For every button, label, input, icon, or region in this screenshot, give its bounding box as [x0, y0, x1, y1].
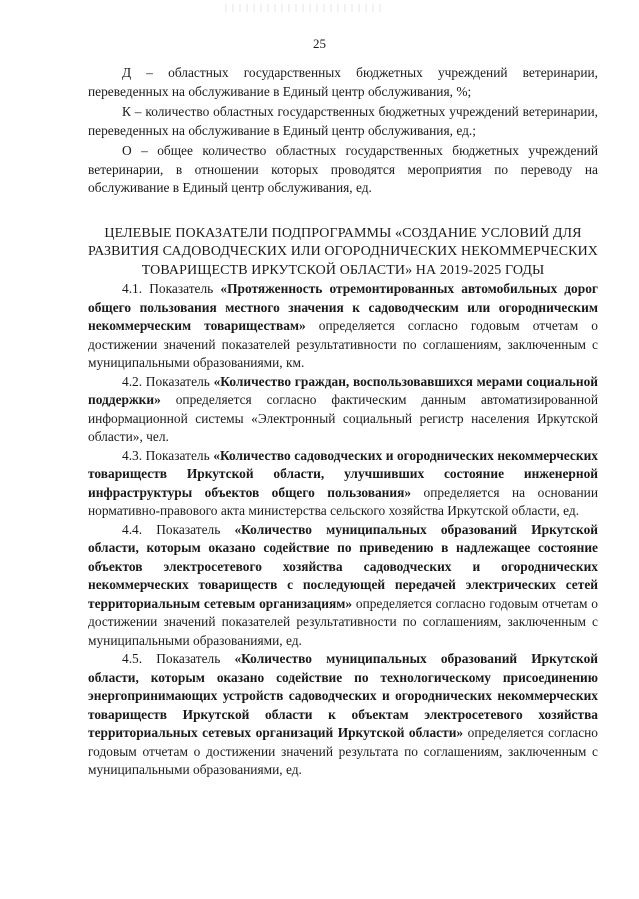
indicator-description: определяется согласно фактическим данным автоматизированной информационной системы «Электронный социальный регистр населения Иркутской области», чел.	[88, 392, 598, 444]
indicator-4-4	[88, 521, 598, 651]
indicator-prefix: 4.4. Показатель	[122, 521, 235, 537]
indicator-4-5	[88, 650, 598, 780]
definition-k: К – количество областных государственных бюджетных учреждений ветеринарии, переведенных на обслуживание в Единый центр обслуживания, ед.;	[88, 104, 598, 138]
indicator-description: определяется согласно годовым отчетам о достижении значений показателей результативности по соглашениям, заключенным с муниципальными образованиями, км.	[88, 318, 598, 370]
indicator-description: определяется согласно годовым отчетам о достижении значений показателей результативности по соглашениям, заключенным с муниципальными образованиями, ед.	[88, 595, 598, 648]
page-number: 25	[313, 36, 326, 51]
indicator-title: «Количество граждан, воспользовавшихся мерами социальной поддержки»	[88, 373, 598, 407]
indicator-title: «Количество муниципальных образований Иркутской области, которым оказано содействие по технологическому присоединению энергопринимающих устройств садоводческих и огороднических некоммерческих товариществ Иркутской области к объектам электросетевого хозяйства территориальных сетевых организаций Иркутской области»	[88, 651, 598, 740]
indicator-title: «Количество муниципальных образований Иркутской области, которым оказано содействие по приведению в надлежащее состояние объектов электросетевого хозяйства садоводческих и огороднических некоммерческих товариществ с последующей передачей электрических сетей территориальным сетевым организациям»	[88, 521, 598, 611]
indicator-4-2	[88, 373, 598, 447]
definition-d: Д – областных государственных бюджетных учреждений ветеринарии, переведенных на обслуживание в Единый центр обслуживания, %;	[88, 65, 598, 99]
indicator-prefix: 4.3. Показатель	[122, 447, 214, 463]
scan-artifact	[225, 4, 385, 12]
definition-o: О – общее количество областных государственных бюджетных учреждений ветеринарии, в отношении которых проводятся мероприятия по переводу на обслуживание в Единый центр обслуживания, ед.	[88, 143, 598, 195]
indicator-description: определяется согласно годовым отчетам о достижении значений результата по соглашениям, заключенным с муниципальными образованиями, ед.	[88, 725, 598, 777]
indicator-prefix: 4.1. Показатель	[122, 281, 221, 296]
indicator-prefix: 4.2. Показатель	[122, 373, 214, 389]
indicator-4-1	[88, 280, 598, 373]
indicator-prefix: 4.5. Показатель	[122, 651, 235, 666]
indicator-title: «Протяженность отремонтированных автомобильных дорог общего пользования местного значения к садоводческим или огородническим некоммерческим товариществам»	[88, 281, 598, 333]
page-content	[88, 64, 598, 780]
indicator-4-3	[88, 447, 598, 521]
indicator-description: определяется на основании нормативно-правового акта министерства сельского хозяйства Иркутской области, ед.	[88, 484, 598, 518]
indicator-title: «Количество садоводческих и огороднических некоммерческих товариществ Иркутской области, улучшивших состояние инженерной инфраструктуры объектов общего пользования»	[88, 447, 598, 500]
section-heading: ЦЕЛЕВЫЕ ПОКАЗАТЕЛИ ПОДПРОГРАММЫ «СОЗДАНИЕ УСЛОВИЙ ДЛЯ РАЗВИТИЯ САДОВОДЧЕСКИХ ИЛИ ОГОРОДНИЧЕСКИХ НЕКОММЕРЧЕСКИХ ТОВАРИЩЕСТВ ИРКУТСКОЙ ОБЛАСТИ» НА 2019-2025 ГОДЫ	[88, 225, 598, 278]
